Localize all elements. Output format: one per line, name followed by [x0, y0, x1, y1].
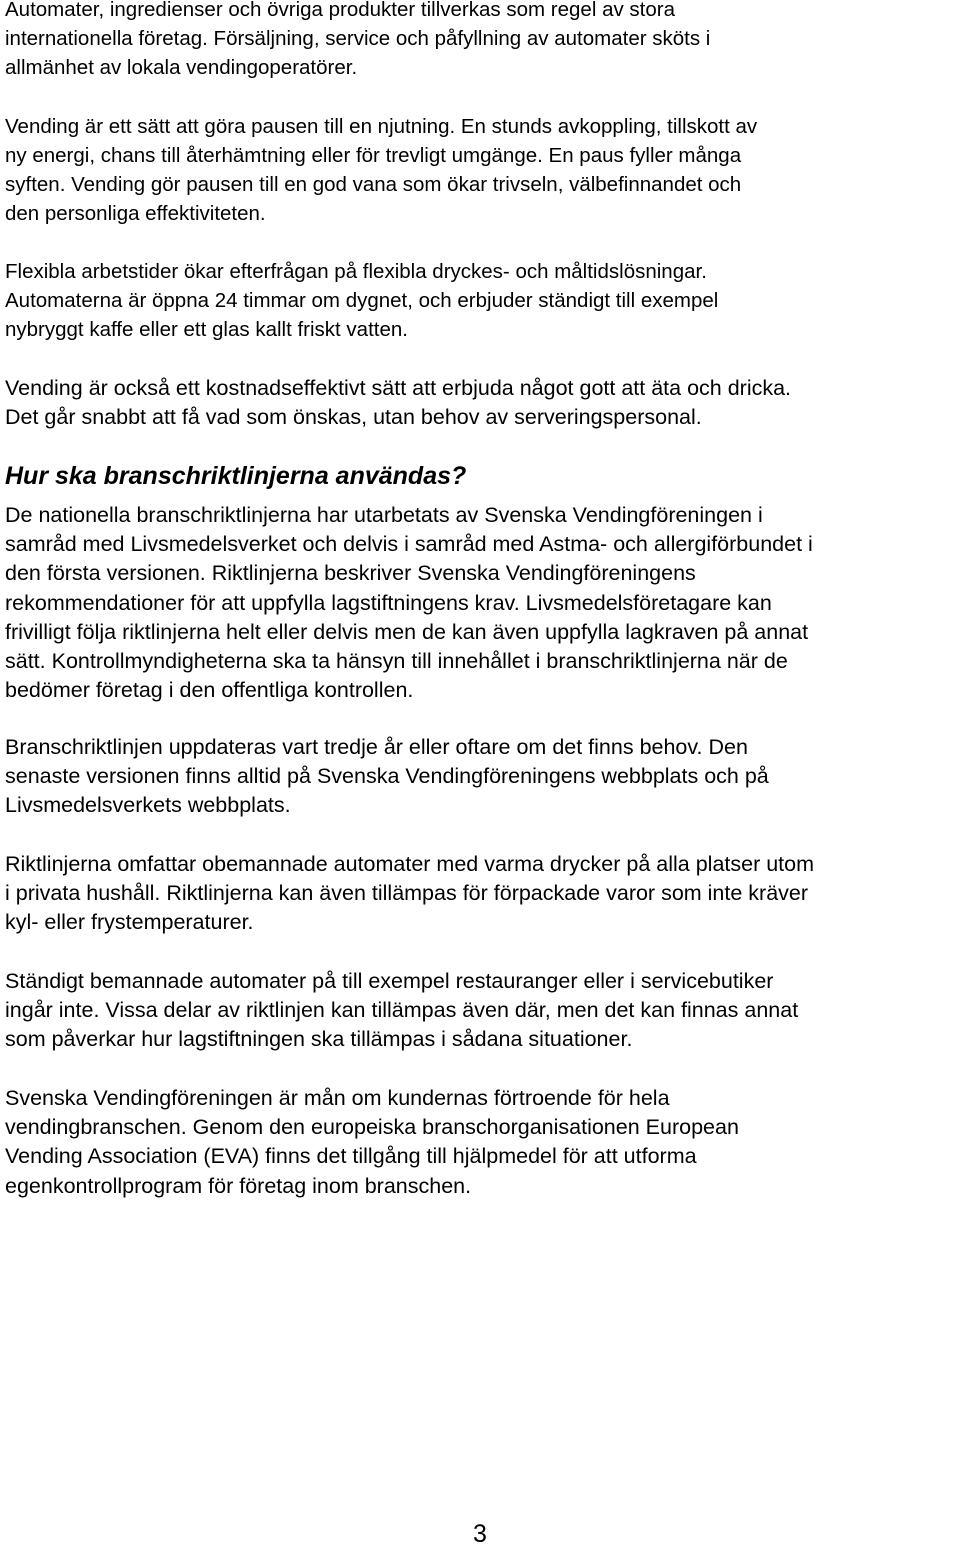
text-line: Ständigt bemannade automater på till exempel restauranger eller i servicebutiker: [5, 969, 774, 993]
paragraph-bemannade: [5, 967, 798, 1055]
paragraph-vending-paus: [5, 112, 757, 228]
text-line: Vending Association (EVA) finns det tillgång till hjälpmedel för att utforma: [5, 1144, 697, 1169]
text-line: egenkontrollprogram för företag inom branschen.: [5, 1173, 472, 1198]
text-line: som påverkar hur lagstiftningen ska tillämpas i sådana situationer.: [5, 1027, 633, 1052]
paragraph-omfattning: [5, 850, 814, 938]
text-line: senaste versionen finns alltid på Svenska Vendingföreningens webbplats och på: [5, 764, 769, 789]
text-line: rekommendationer för att uppfylla lagstiftningens krav. Livsmedelsföretagare kan: [5, 590, 772, 615]
paragraph-uppdatering: [5, 733, 769, 821]
text-line: kyl- eller frystemperaturer.: [5, 910, 254, 935]
text-line: vendingbranschen. Genom den europeiska branschorganisationen European: [5, 1115, 739, 1140]
paragraph-kostnadseffektivt: [5, 374, 791, 432]
text-line: ingår inte. Vissa delar av riktlinjen kan tillämpas även där, men det kan finnas annat: [5, 998, 799, 1023]
text-line: syften. Vending gör pausen till en god vana som ökar trivseln, välbefinnandet och: [5, 173, 742, 196]
text-line: ny energi, chans till återhämtning eller för trevligt umgänge. En paus fyller många: [5, 144, 742, 167]
text-line: Automater, ingredienser och övriga produkter tillverkas som regel av stora: [5, 0, 675, 21]
text-line: Vending är också ett kostnadseffektivt sätt att erbjuda något gott att äta och dricka.: [5, 376, 792, 400]
text-line: Det går snabbt att få vad som önskas, utan behov av serveringspersonal.: [5, 405, 702, 430]
text-line: bedömer företag i den offentliga kontrollen.: [5, 678, 414, 703]
text-line: allmänhet av lokala vendingoperatörer.: [5, 56, 358, 79]
text-line: internationella företag. Försäljning, service och påfyllning av automater sköts i: [5, 27, 711, 50]
text-line: frivilligt följa riktlinjerna helt eller delvis men de kan även uppfylla lagkraven på annat: [5, 619, 809, 644]
paragraph-nationella-riktlinjer: [5, 501, 813, 705]
text-line: nybryggt kaffe eller ett glas kallt friskt vatten.: [5, 318, 408, 341]
text-line: Automaterna är öppna 24 timmar om dygnet, och erbjuder ständigt till exempel: [5, 289, 719, 312]
text-line: Branschriktlinjen uppdateras vart tredje år eller oftare om det finns behov. Den: [5, 735, 748, 759]
paragraph-automater: [5, 0, 710, 82]
text-line: i privata hushåll. Riktlinjerna kan även tillämpas för förpackade varor som inte kräver: [5, 881, 809, 906]
page-number: 3: [473, 1520, 487, 1548]
text-line: den personliga effektiviteten.: [5, 202, 266, 225]
section-heading: Hur ska branschriktlinjerna användas?: [5, 462, 467, 490]
text-line: samråd med Livsmedelsverket och delvis i samråd med Astma- och allergiförbundet i: [5, 532, 813, 557]
text-line: Riktlinjerna omfattar obemannade automater med varma drycker på alla platser utom: [5, 852, 815, 876]
text-line: De nationella branschriktlinjerna har utarbetats av Svenska Vendingföreningen i: [5, 503, 763, 527]
text-line: den första versionen. Riktlinjerna beskriver Svenska Vendingföreningens: [5, 561, 696, 586]
text-line: Vending är ett sätt att göra pausen till en njutning. En stunds avkoppling, tillskott av: [5, 115, 758, 138]
paragraph-flexibla: [5, 257, 718, 344]
paragraph-vendingforeningen: [5, 1084, 739, 1201]
text-line: Svenska Vendingföreningen är mån om kundernas förtroende för hela: [5, 1086, 670, 1110]
text-line: Flexibla arbetstider ökar efterfrågan på flexibla dryckes- och måltidslösningar.: [5, 260, 707, 283]
text-line: sätt. Kontrollmyndigheterna ska ta hänsyn till innehållet i branschriktlinjerna när de: [5, 649, 788, 674]
text-line: Livsmedelsverkets webbplats.: [5, 793, 291, 818]
